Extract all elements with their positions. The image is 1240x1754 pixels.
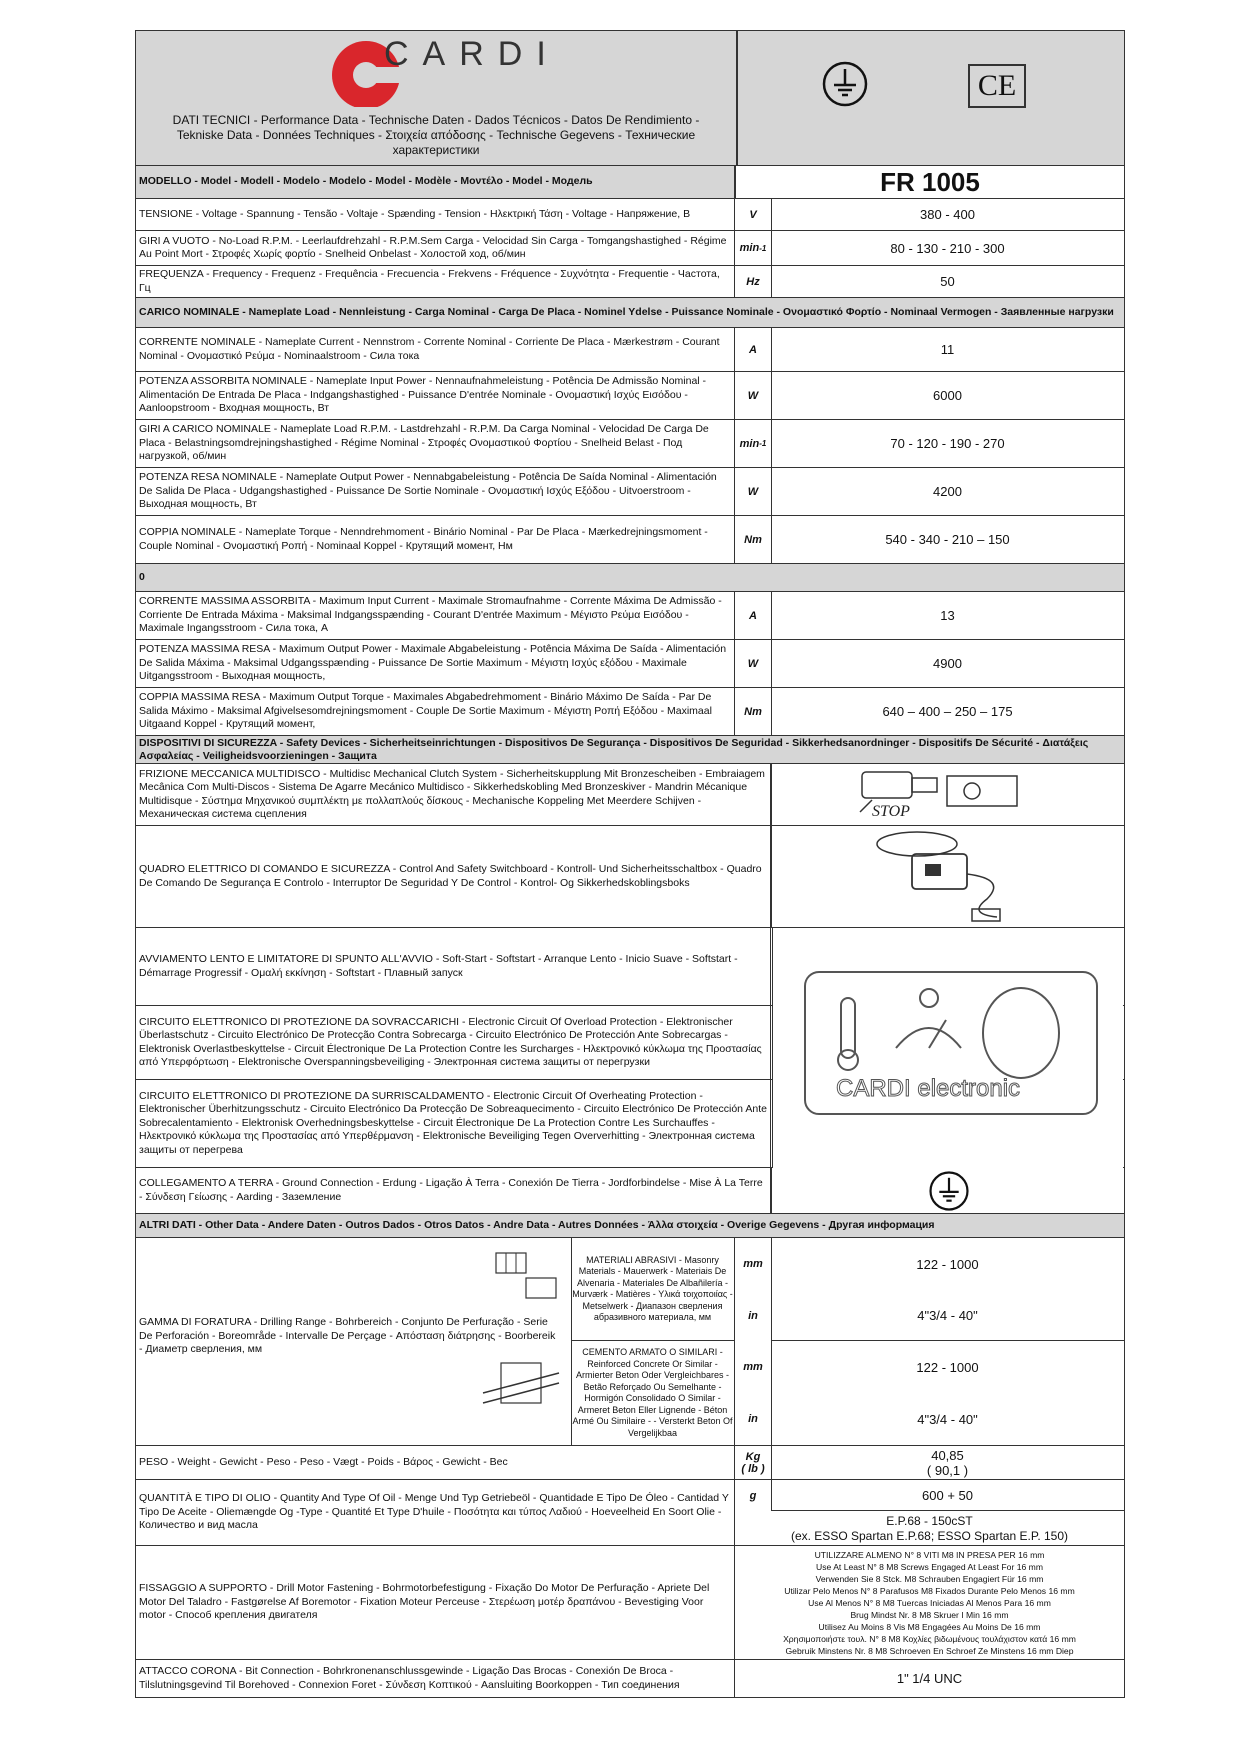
fastening-line: Gebruik Minstens Nr. 8 M8 Schroeven En Schroef Ze Minstens 16 mm Diep [785, 1645, 1074, 1656]
row-value: 11 [940, 342, 955, 357]
row-value: 122 - 1000 [916, 1256, 979, 1272]
model-row [135, 166, 1125, 199]
oil-example: (ex. ESSO Spartan E.P.68; ESSO Spartan E.P. 150) [790, 1528, 1069, 1543]
ground-connection-cell [771, 1168, 1124, 1213]
row-description: QUADRO ELETTRICO DI COMANDO E SICUREZZA - Control And Safety Switchboard - Kontroll- Und Sicherheitsschaltbox - Quadro De Comando De Segurança E Controlo - Interruptor De Seguridad Y De Control - Kontrol- Og Sikkerhedskoblingsboks [136, 826, 771, 927]
row-value: 4900 [933, 656, 962, 671]
row-description: FRIZIONE MECCANICA MULTIDISCO - Multidisc Mechanical Clutch System - Sicherheitskupplung Mit Bronzescheiben - Embraiagem Mecânica Com Multi-Discos - Sistema De Agarre Mecánico Multidisco - Sikkerhedskobling Med Bronzeskiver - Mandrin Mécanique Multidisque - Σύστημα Μηχανικού συμπλέκτη με πολλαπλούς δίσκους - Mechanische Koppeling Met Meerdere Schijven - Механическая система сцепления [136, 764, 771, 825]
row-unit: W [735, 640, 772, 687]
weight-row [135, 1446, 1125, 1480]
row-unit: W [735, 468, 772, 515]
header-description: DATI TECNICI - Performance Data - Technische Daten - Dados Técnicos - Datos De Rendimiento - Tekniske Data - Données Techniques - Στοιχεία απόδοσης - Technische Gegevens - Технические характеристики [172, 113, 700, 157]
row-value: 4"3/4 - 40" [917, 1411, 978, 1427]
stop-label: STOP [872, 803, 910, 820]
table-row [135, 199, 1125, 231]
fastening-line: Brug Mindst Nr. 8 M8 Skruer I Min 16 mm [850, 1609, 1009, 1620]
row-unit: mm [735, 1238, 772, 1290]
row-description: COPPIA MASSIMA RESA - Maximum Output Torque - Maximales Abgabedrehmoment - Binário Máximo De Saída - Par De Salida Máximo - Maksimal Afgivelsesomdrejningsmoment - Couple De Sortie Maximum - Μέγιστη Ροπή Εξόδου - Maximaal Uitgaand Koppel - Крутящий момент, [136, 688, 735, 735]
table-row [135, 826, 1125, 928]
table-row [135, 372, 1125, 420]
row-description: GIRI A VUOTO - No-Load R.P.M. - Leerlaufdrehzahl - R.P.M.Sem Carga - Velocidad Sin Carga - Tomgangshastighed - Régime Au Point Mort - Στροφές Χωρίς φορτίο - Snelheid Onbelast - Холостой ход, об/мин [136, 231, 735, 265]
ce-mark: CE [968, 64, 1026, 108]
weight-lb: ( 90,1 ) [926, 1462, 969, 1478]
fastening-row [135, 1546, 1125, 1660]
row-unit: Hz [735, 266, 772, 297]
row-value: 80 - 130 - 210 - 300 [890, 240, 1005, 256]
row-value: 380 - 400 [920, 207, 975, 222]
table-row [135, 231, 1125, 266]
row-description: PESO - Weight - Gewicht - Peso - Peso - Vægt - Poids - Βάρος - Gewicht - Вес [136, 1446, 735, 1479]
row-unit: in [735, 1393, 772, 1445]
weight-kg: 40,85 [931, 1447, 964, 1463]
row-value: 640 – 400 – 250 – 175 [882, 704, 1013, 719]
row-unit: mm [735, 1341, 772, 1393]
row-description: POTENZA RESA NOMINALE - Nameplate Output Power - Nennabgabeleistung - Potência De Saída Nominal - Alimentación De Salida De Placa - Udgangshastighed - Puissance De Sortie Nominale - Ονομαστική Ισχύς Εξόδου - Uitvoerstroom - Выходная мощность, Вт [136, 468, 735, 515]
row-unit: Nm [735, 688, 772, 735]
section-title: 0 [139, 571, 145, 583]
section-header-nominal [135, 298, 1125, 328]
switchboard-illustration [771, 826, 1124, 927]
row-unit [735, 1446, 772, 1479]
row-value [771, 1446, 1124, 1479]
row-unit: Nm [735, 516, 772, 563]
masonry-icon [491, 1248, 561, 1308]
row-description: COPPIA NOMINALE - Nameplate Torque - Nenndrehmoment - Binário Nominal - Par De Placa - Mærkedrejningsmoment - Couple Nominal - Ονομαστική Ροπή - Nominaal Koppel - Крутящий момент, Нм [136, 516, 735, 563]
header-marks-panel [738, 31, 1124, 165]
header [135, 30, 1125, 166]
section-header-maximum [135, 564, 1125, 592]
ground-symbol-icon [820, 59, 870, 109]
row-value: 50 [940, 274, 955, 289]
row-description: GIRI A CARICO NOMINALE - Nameplate Load R.P.M. - Lastdrehzahl - R.P.M. Da Carga Nominal - Velocidad De Carga De Placa - Belastningsomdrejningshastighed - Régime Nominal - Στροφές Ονομαστικού Φορτίου - Snelheid Belast - Под нагрузкой, об/мин [136, 420, 735, 467]
electronic-panel [772, 928, 1123, 1168]
row-value: 13 [940, 608, 955, 623]
row-unit: in [735, 1290, 772, 1341]
bit-row [135, 1660, 1125, 1698]
section-header-safety [135, 736, 1125, 764]
row-unit: V [735, 199, 772, 230]
row-description: CORRENTE NOMINALE - Nameplate Current - Nennstrom - Corrente Nominal - Corriente De Placa - Mærkestrøm - Courant Nominal - Ονομαστικό Ρεύμα - Nominaalstroom - Сила тока [136, 328, 735, 371]
row-description: GAMMA DI FORATURA - Drilling Range - Bohrbereich - Conjunto De Perfuração - Serie De Perforación - Boreområde - Intervalle De Perçage - Απόσταση διάτρησης - Boorbereik - Диаметр сверления, мм [139, 1316, 556, 1355]
row-value: 6000 [933, 388, 962, 403]
concrete-icon [481, 1358, 561, 1418]
row-unit: A [735, 328, 772, 371]
row-value: 122 - 1000 [916, 1359, 979, 1375]
row-description: CIRCUITO ELETTRONICO DI PROTEZIONE DA SOVRACCARICHI - Electronic Circuit Of Overload Protection - Elektronischer Überlastschutz - Circuito Electrónico De Protecção Contra Sobrecarga - Circuito Electrónico De Protección Ante Sobrecargas - Elektronisk Overlastbeskyttelse - Circuit Électronique De La Protection Contre les Surcharges - Ηλεκτρονικό κύκλωμα της Προστασίας από Υπερφόρτωση - Elektronische Overspanningsbeveiliging - Электронная система защиты от перегрузки [136, 1006, 771, 1079]
switchboard-icon [867, 829, 1037, 925]
model-value: FR 1005 [735, 166, 1124, 198]
row-description: POTENZA MASSIMA RESA - Maximum Output Power - Maximale Abgabeleistung - Potência Máxima De Saída - Alimentación De Salida Máxima - Maksimal Udgangsspænding - Puissance De Sortie Maximum - Μέγιστη Ισχύς εξόδου - Maximale Uitgangsstroom - Выходная мощность, [136, 640, 735, 687]
concrete-cell [571, 1341, 735, 1445]
oil-quantity: 600 + 50 [771, 1480, 1124, 1511]
row-unit: min -1 [735, 231, 772, 265]
section-title: DISPOSITIVI DI SICUREZZA - Safety Devices - Sicherheitseinrichtungen - Dispositivos De Segurança - Dispositivos De Seguridad - Sikkerhedsanordninger - Dispositifs De Sécurité - Διατάξεις Ασφαλείας - Veiligheidsvoorzieningen - Защита [139, 736, 1089, 762]
row-description: POTENZA ASSORBITA NOMINALE - Nameplate Input Power - Nennaufnahmeleistung - Potência De Admissão Nominal - Alimentación De Entrada De Placa - Indgangshastighed - Puissance D'entrée Nominale - Ονομαστική Ισχύς Εισόδου - Aanloopstroom - Входная мощность, Вт [136, 372, 735, 419]
row-description: FREQUENZA - Frequency - Frequenz - Frequência - Frecuencia - Frekvens - Fréquence - Συχνότητα - Frequentie - Частота, Гц [136, 266, 735, 297]
row-description: COLLEGAMENTO A TERRA - Ground Connection - Erdung - Ligação À Terra - Conexión De Tierra - Jordforbindelse - Mise À La Terre - Σύνδεση Γείωσης - Aarding - Заземление [136, 1168, 771, 1213]
row-value: 4200 [933, 484, 962, 499]
row-description: QUANTITÀ E TIPO DI OLIO - Quantity And Type Of Oil - Menge Und Typ Getriebeöl - Quantidade E Tipo De Óleo - Cantidad Y Tipo De Aceite - Oliemængde Og -Type - Quantité Et Type D'huile - Ποσότητα και τύπος Λαδιού - Hoeveelheid En Soort Olie - Количество и вид масла [136, 1480, 735, 1545]
table-row [135, 640, 1125, 688]
table-row [135, 468, 1125, 516]
row-description: ATTACCO CORONA - Bit Connection - Bohrkronenanschlussgewinde - Ligação Das Brocas - Conexión De Broca - Tilslutningsgevind Til Borehoved - Connexion Foret - Σύνδεση Κοπτικού - Aansluiting Boorkoppen - Тип соединения [136, 1660, 735, 1697]
row-value: 540 - 340 - 210 – 150 [885, 532, 1010, 547]
drilling-desc-cell [136, 1238, 572, 1445]
fastening-line: Χρησιμοποιήστε τουλ. N° 8 M8 Κοχλίες βιδωμένους τουλάχιστον κατά 16 mm [783, 1633, 1076, 1644]
oil-row [135, 1480, 1125, 1546]
row-unit: W [735, 372, 772, 419]
table-row [135, 688, 1125, 736]
fastening-line: Use At Least N° 8 M8 Screws Engaged At Least For 16 mm [816, 1561, 1043, 1572]
table-row [135, 420, 1125, 468]
row-description: CORRENTE MASSIMA ASSORBITA - Maximum Input Current - Maximale Stromaufnahme - Corrente Máxima De Admissão - Corriente De Entrada Máxima - Maksimal Indgangsspænding - Courant D'entrée Maximum - Μέγιστο Ρεύμα Εισόδου - Maximale Ingangsstroom - Сила тока, А [136, 592, 735, 639]
masonry-label: MATERIALI ABRASIVI - Masonry Materials - Mauerwerk - Materiais De Alvenaria - Materiales De Albañilería - Murværk - Matières - Υλικά τοιχοποιίας - Metselwerk - Диапазон сверления абразивного материала, мм [572, 1254, 733, 1322]
table-row [135, 516, 1125, 564]
fastening-line: Use Al Menos N° 8 M8 Tuercas Iniciadas Al Menos Para 16 mm [808, 1597, 1051, 1608]
row-value: 4"3/4 - 40" [771, 1290, 1124, 1341]
row-value: 1" 1/4 UNC [896, 1671, 963, 1686]
fastening-instructions [735, 1546, 1124, 1659]
clutch-illustration [771, 764, 1124, 825]
row-unit: A [735, 592, 772, 639]
clutch-icon [852, 766, 1052, 824]
oil-type-cell [735, 1512, 1124, 1545]
oil-type: E.P.68 - 150cST [886, 1513, 973, 1528]
fastening-line: Utilizar Pelo Menos N° 8 Parafusos M8 Fixados Durante Pelo Menos 16 mm [784, 1585, 1075, 1596]
brand-name: CARDI [384, 35, 560, 73]
row-unit: min -1 [735, 420, 772, 467]
row-description: FISSAGGIO A SUPPORTO - Drill Motor Fastening - Bohrmotorbefestigung - Fixação Do Motor De Perfuração - Apriete Del Motor Del Taladro - Fastgørelse Af Boremotor - Fixation Moteur Perceuse - Στερέωση μοτέρ δραπάνου - Bevestiging Voor motor - Способ крепления двигателя [136, 1546, 735, 1659]
row-description: CIRCUITO ELETTRONICO DI PROTEZIONE DA SURRISCALDAMENTO - Electronic Circuit Of Overheating Protection - Elektronischer Überhitzungsschutz - Circuito Electrónico Da Protecção De Sobreaquecimento - Circuito Electrónico De Protección Ante Sobrecalentamiento - Elektronisk Overhedningsbeskyttelse - Circuit Électronique De La Protection Contre Les Surchauffes - Ηλεκτρονικό κύκλωμα της Προστασίας από Υπερθέρμανση - Elektronische Beveiliging Tegen Oververhitting - Электронная система защиты от перегрева [136, 1080, 771, 1167]
model-label: MODELLO - Model - Modell - Modelo - Modelo - Model - Modèle - Μοντέλο - Model - Модель [136, 166, 735, 198]
masonry-cell [571, 1238, 735, 1341]
table-row [135, 266, 1125, 298]
table-row [135, 328, 1125, 372]
row-description: TENSIONE - Voltage - Spannung - Tensão - Voltaje - Spænding - Tension - Ηλεκτρική Τάση - Voltage - Напряжение, В [136, 199, 735, 230]
ground-symbol-icon [927, 1169, 971, 1213]
electronic-protection-icon [801, 968, 1101, 1118]
table-row [135, 592, 1125, 640]
header-brand-panel [136, 31, 738, 165]
weight-unit-lb: ( lb ) [741, 1462, 765, 1475]
row-description: AVVIAMENTO LENTO E LIMITATORE DI SPUNTO ALL'AVVIO - Soft-Start - Softstart - Arranque Lento - Inicio Suave - Softstart - Démarrage Progressif - Ομαλή εκκίνηση - Softstart - Плавный запуск [136, 928, 771, 1005]
weight-unit-kg: Kg [745, 1450, 761, 1463]
drilling-range-row [135, 1238, 1125, 1446]
row-unit: g [735, 1480, 772, 1511]
section-title: ALTRI DATI - Other Data - Andere Daten - Outros Dados - Otros Datos - Andre Data - Autres Données - Άλλα στοιχεία - Overige Gegevens - Другая информация [139, 1219, 935, 1231]
fastening-line: Verwenden Sie 8 Stck. M8 Schrauben Engagiert Für 16 mm [815, 1573, 1044, 1584]
concrete-label: CEMENTO ARMATO O SIMILARI - Reinforced Concrete Or Similar - Armierter Beton Oder Vergleichbares - Betão Reforçado Ou Semelhante - Hormigón Consolidado O Similar - Armeret Beton Eller Lignende - Béton Armé Ou Similaire - - Versterkt Beton Of Vergelijkbaa [572, 1347, 733, 1438]
section-header-other [135, 1214, 1125, 1238]
table-row [135, 1168, 1125, 1214]
fastening-line: Utilisez Au Moins 8 Vis M8 Engagées Au Moins De 16 mm [818, 1621, 1041, 1632]
electronic-label: CARDI electronic [836, 1075, 1021, 1102]
row-value: 70 - 120 - 190 - 270 [890, 436, 1005, 451]
fastening-line: UTILIZZARE ALMENO N° 8 VITI M8 IN PRESA PER 16 mm [814, 1549, 1045, 1560]
section-title: CARICO NOMINALE - Nameplate Load - Nennleistung - Carga Nominal - Carga De Placa - Nominel Ydelse - Puissance Nominale - Ονομαστικό Φορτίο - Nominaal Vermogen - Заявленные нагрузки [139, 306, 1114, 318]
datasheet [135, 30, 1125, 1722]
table-row [135, 764, 1125, 826]
